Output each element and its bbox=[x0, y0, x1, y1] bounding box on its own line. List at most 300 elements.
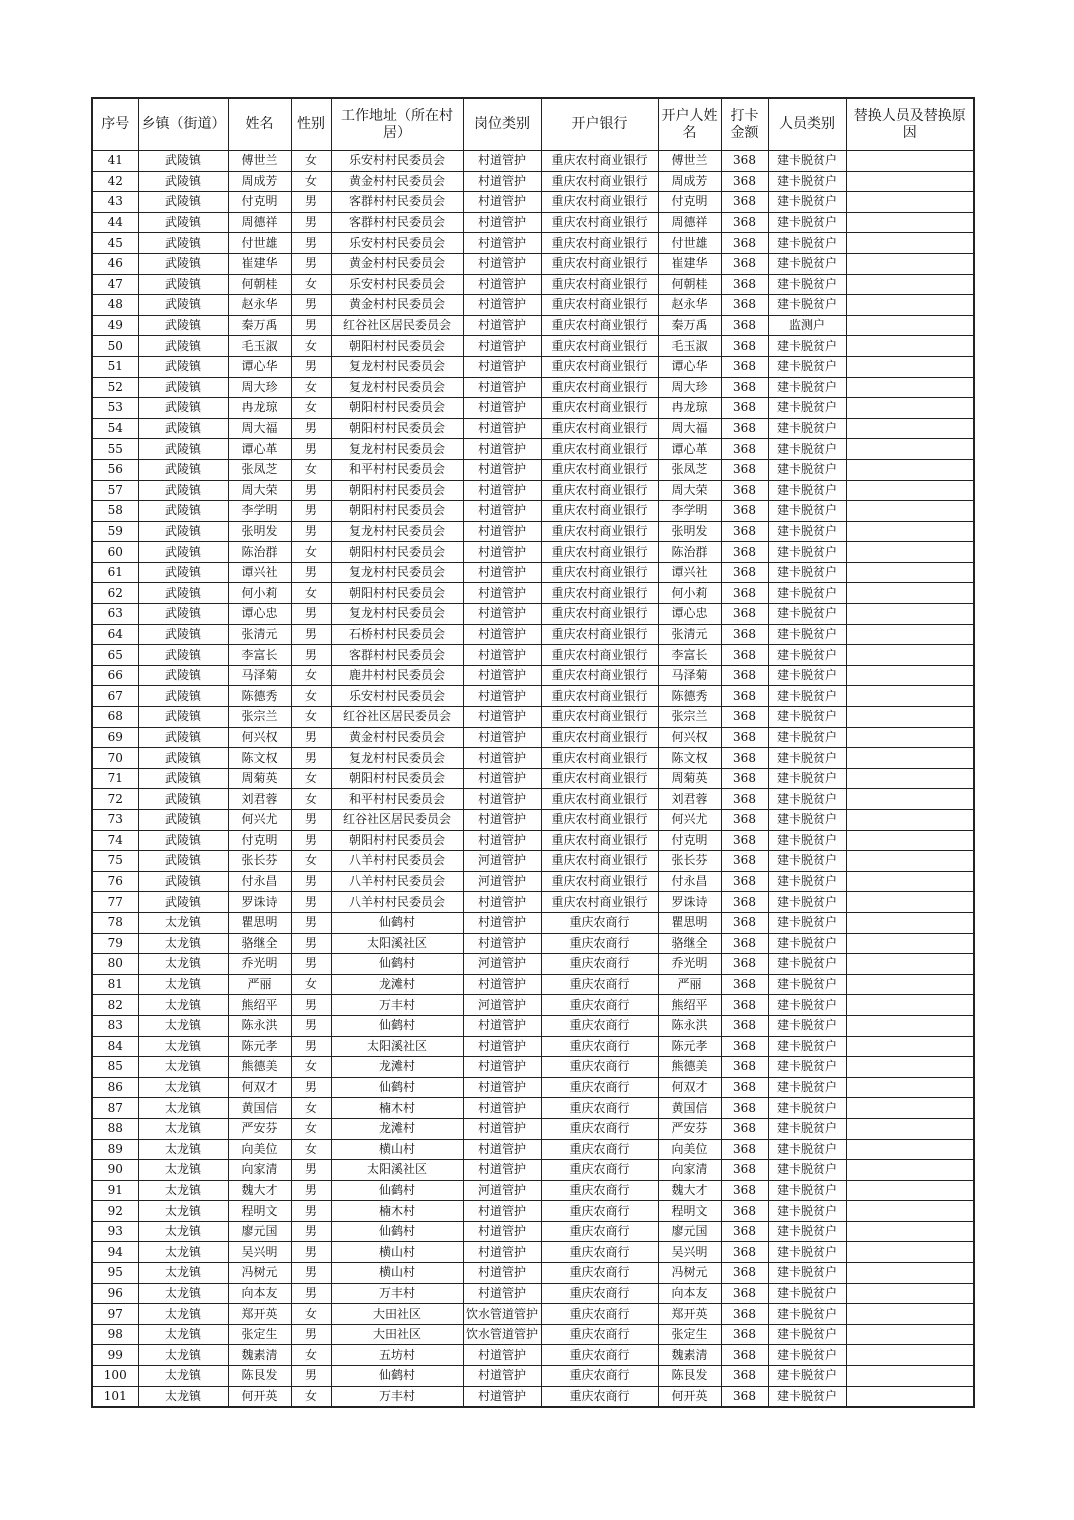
cell-township: 武陵镇 bbox=[138, 253, 228, 274]
cell-bank: 重庆农商行 bbox=[541, 1160, 658, 1181]
cell-gender: 女 bbox=[291, 974, 331, 995]
cell-person-category: 建卡脱贫户 bbox=[768, 624, 846, 645]
cell-replacement bbox=[846, 1324, 974, 1345]
cell-account-holder: 陈治群 bbox=[658, 542, 721, 563]
cell-person-category: 建卡脱贫户 bbox=[768, 151, 846, 172]
cell-post-type: 村道管护 bbox=[463, 892, 541, 913]
cell-bank: 重庆农村商业银行 bbox=[541, 645, 658, 666]
cell-gender: 男 bbox=[291, 562, 331, 583]
cell-name: 魏大才 bbox=[228, 1180, 291, 1201]
cell-replacement bbox=[846, 768, 974, 789]
cell-work-address: 朝阳村村民委员会 bbox=[331, 480, 463, 501]
cell-index: 64 bbox=[92, 624, 138, 645]
cell-name: 熊德美 bbox=[228, 1057, 291, 1078]
cell-gender: 男 bbox=[291, 1201, 331, 1222]
cell-post-type: 村道管护 bbox=[463, 377, 541, 398]
table-row bbox=[92, 151, 974, 172]
cell-township: 武陵镇 bbox=[138, 748, 228, 769]
cell-replacement bbox=[846, 1139, 974, 1160]
cell-gender: 男 bbox=[291, 253, 331, 274]
cell-account-holder: 付克明 bbox=[658, 830, 721, 851]
cell-work-address: 仙鹤村 bbox=[331, 912, 463, 933]
cell-work-address: 黄金村村民委员会 bbox=[331, 171, 463, 192]
cell-replacement bbox=[846, 1118, 974, 1139]
cell-amount: 368 bbox=[721, 1036, 768, 1057]
cell-person-category: 建卡脱贫户 bbox=[768, 1139, 846, 1160]
cell-gender: 男 bbox=[291, 233, 331, 254]
cell-amount: 368 bbox=[721, 686, 768, 707]
cell-account-holder: 魏素清 bbox=[658, 1345, 721, 1366]
table-row bbox=[92, 171, 974, 192]
cell-amount: 368 bbox=[721, 830, 768, 851]
cell-township: 太龙镇 bbox=[138, 974, 228, 995]
cell-bank: 重庆农村商业银行 bbox=[541, 542, 658, 563]
cell-replacement bbox=[846, 933, 974, 954]
cell-work-address: 乐安村村民委员会 bbox=[331, 151, 463, 172]
cell-work-address: 八羊村村民委员会 bbox=[331, 892, 463, 913]
cell-post-type: 河道管护 bbox=[463, 954, 541, 975]
cell-replacement bbox=[846, 727, 974, 748]
cell-gender: 女 bbox=[291, 707, 331, 728]
cell-bank: 重庆农村商业银行 bbox=[541, 171, 658, 192]
cell-index: 86 bbox=[92, 1077, 138, 1098]
cell-account-holder: 张宗兰 bbox=[658, 707, 721, 728]
table-row bbox=[92, 1345, 974, 1366]
cell-post-type: 村道管护 bbox=[463, 1160, 541, 1181]
cell-name: 张清元 bbox=[228, 624, 291, 645]
cell-person-category: 建卡脱贫户 bbox=[768, 418, 846, 439]
cell-person-category: 建卡脱贫户 bbox=[768, 686, 846, 707]
cell-name: 傅世兰 bbox=[228, 151, 291, 172]
cell-account-holder: 周成芳 bbox=[658, 171, 721, 192]
cell-person-category: 建卡脱贫户 bbox=[768, 1098, 846, 1119]
cell-work-address: 朝阳村村民委员会 bbox=[331, 336, 463, 357]
cell-work-address: 仙鹤村 bbox=[331, 1077, 463, 1098]
cell-work-address: 复龙村村民委员会 bbox=[331, 377, 463, 398]
cell-bank: 重庆农村商业银行 bbox=[541, 562, 658, 583]
cell-account-holder: 付永昌 bbox=[658, 871, 721, 892]
cell-replacement bbox=[846, 665, 974, 686]
cell-work-address: 横山村 bbox=[331, 1263, 463, 1284]
cell-person-category: 建卡脱贫户 bbox=[768, 1324, 846, 1345]
cell-person-category: 建卡脱贫户 bbox=[768, 1160, 846, 1181]
cell-work-address: 黄金村村民委员会 bbox=[331, 253, 463, 274]
cell-index: 54 bbox=[92, 418, 138, 439]
cell-amount: 368 bbox=[721, 1221, 768, 1242]
cell-name: 陈文权 bbox=[228, 748, 291, 769]
cell-name: 程明文 bbox=[228, 1201, 291, 1222]
cell-post-type: 村道管护 bbox=[463, 1015, 541, 1036]
cell-gender: 男 bbox=[291, 1015, 331, 1036]
table-row bbox=[92, 377, 974, 398]
cell-account-holder: 冉龙琼 bbox=[658, 398, 721, 419]
cell-township: 武陵镇 bbox=[138, 686, 228, 707]
cell-township: 太龙镇 bbox=[138, 1283, 228, 1304]
cell-amount: 368 bbox=[721, 1180, 768, 1201]
cell-person-category: 建卡脱贫户 bbox=[768, 1077, 846, 1098]
cell-bank: 重庆农商行 bbox=[541, 995, 658, 1016]
cell-work-address: 朝阳村村民委员会 bbox=[331, 501, 463, 522]
cell-amount: 368 bbox=[721, 253, 768, 274]
cell-bank: 重庆农村商业银行 bbox=[541, 418, 658, 439]
cell-post-type: 村道管护 bbox=[463, 336, 541, 357]
cell-index: 88 bbox=[92, 1118, 138, 1139]
cell-work-address: 太阳溪社区 bbox=[331, 1036, 463, 1057]
cell-post-type: 村道管护 bbox=[463, 768, 541, 789]
cell-account-holder: 谭心革 bbox=[658, 439, 721, 460]
cell-work-address: 万丰村 bbox=[331, 1283, 463, 1304]
table-row bbox=[92, 624, 974, 645]
cell-post-type: 村道管护 bbox=[463, 212, 541, 233]
cell-gender: 男 bbox=[291, 645, 331, 666]
table-row bbox=[92, 665, 974, 686]
cell-person-category: 建卡脱贫户 bbox=[768, 336, 846, 357]
cell-amount: 368 bbox=[721, 1283, 768, 1304]
cell-gender: 男 bbox=[291, 810, 331, 831]
cell-name: 黄国信 bbox=[228, 1098, 291, 1119]
cell-township: 武陵镇 bbox=[138, 171, 228, 192]
cell-name: 向家清 bbox=[228, 1160, 291, 1181]
cell-gender: 女 bbox=[291, 583, 331, 604]
cell-post-type: 村道管护 bbox=[463, 1263, 541, 1284]
cell-work-address: 和平村村民委员会 bbox=[331, 789, 463, 810]
table-row bbox=[92, 1366, 974, 1387]
cell-index: 78 bbox=[92, 912, 138, 933]
cell-account-holder: 付克明 bbox=[658, 192, 721, 213]
cell-gender: 男 bbox=[291, 830, 331, 851]
cell-gender: 男 bbox=[291, 212, 331, 233]
cell-gender: 女 bbox=[291, 542, 331, 563]
cell-bank: 重庆农村商业银行 bbox=[541, 583, 658, 604]
cell-amount: 368 bbox=[721, 1242, 768, 1263]
cell-index: 79 bbox=[92, 933, 138, 954]
cell-township: 太龙镇 bbox=[138, 1263, 228, 1284]
cell-township: 太龙镇 bbox=[138, 1242, 228, 1263]
cell-person-category: 建卡脱贫户 bbox=[768, 171, 846, 192]
header-bank: 开户银行 bbox=[541, 98, 658, 151]
cell-post-type: 村道管护 bbox=[463, 1036, 541, 1057]
table-row bbox=[92, 1139, 974, 1160]
cell-bank: 重庆农商行 bbox=[541, 1077, 658, 1098]
cell-bank: 重庆农村商业银行 bbox=[541, 830, 658, 851]
cell-township: 太龙镇 bbox=[138, 1221, 228, 1242]
cell-account-holder: 乔光明 bbox=[658, 954, 721, 975]
cell-account-holder: 张长芬 bbox=[658, 851, 721, 872]
table-row bbox=[92, 1160, 974, 1181]
cell-person-category: 建卡脱贫户 bbox=[768, 1180, 846, 1201]
cell-bank: 重庆农村商业银行 bbox=[541, 501, 658, 522]
cell-township: 武陵镇 bbox=[138, 789, 228, 810]
cell-account-holder: 何开英 bbox=[658, 1386, 721, 1407]
cell-post-type: 村道管护 bbox=[463, 624, 541, 645]
cell-name: 陈元孝 bbox=[228, 1036, 291, 1057]
cell-work-address: 黄金村村民委员会 bbox=[331, 295, 463, 316]
cell-bank: 重庆农商行 bbox=[541, 1118, 658, 1139]
cell-township: 太龙镇 bbox=[138, 1304, 228, 1325]
cell-bank: 重庆农村商业银行 bbox=[541, 439, 658, 460]
cell-bank: 重庆农村商业银行 bbox=[541, 315, 658, 336]
cell-replacement bbox=[846, 274, 974, 295]
cell-index: 92 bbox=[92, 1201, 138, 1222]
cell-replacement bbox=[846, 336, 974, 357]
cell-index: 52 bbox=[92, 377, 138, 398]
cell-amount: 368 bbox=[721, 171, 768, 192]
cell-amount: 368 bbox=[721, 151, 768, 172]
header-person-category: 人员类别 bbox=[768, 98, 846, 151]
cell-account-holder: 骆继全 bbox=[658, 933, 721, 954]
cell-account-holder: 陈德秀 bbox=[658, 686, 721, 707]
cell-bank: 重庆农村商业银行 bbox=[541, 377, 658, 398]
cell-index: 53 bbox=[92, 398, 138, 419]
cell-amount: 368 bbox=[721, 1057, 768, 1078]
cell-name: 熊绍平 bbox=[228, 995, 291, 1016]
cell-account-holder: 周大荣 bbox=[658, 480, 721, 501]
table-row bbox=[92, 810, 974, 831]
cell-post-type: 村道管护 bbox=[463, 480, 541, 501]
cell-gender: 女 bbox=[291, 171, 331, 192]
cell-post-type: 村道管护 bbox=[463, 912, 541, 933]
cell-gender: 女 bbox=[291, 1304, 331, 1325]
cell-work-address: 万丰村 bbox=[331, 1386, 463, 1407]
cell-name: 周成芳 bbox=[228, 171, 291, 192]
cell-post-type: 村道管护 bbox=[463, 192, 541, 213]
cell-name: 李富长 bbox=[228, 645, 291, 666]
cell-township: 太龙镇 bbox=[138, 1139, 228, 1160]
cell-amount: 368 bbox=[721, 439, 768, 460]
cell-account-holder: 陈永洪 bbox=[658, 1015, 721, 1036]
cell-bank: 重庆农商行 bbox=[541, 1324, 658, 1345]
cell-gender: 男 bbox=[291, 912, 331, 933]
cell-township: 武陵镇 bbox=[138, 542, 228, 563]
cell-amount: 368 bbox=[721, 583, 768, 604]
cell-bank: 重庆农村商业银行 bbox=[541, 851, 658, 872]
cell-gender: 女 bbox=[291, 459, 331, 480]
cell-name: 周大荣 bbox=[228, 480, 291, 501]
cell-work-address: 龙滩村 bbox=[331, 1057, 463, 1078]
cell-amount: 368 bbox=[721, 542, 768, 563]
cell-name: 何双才 bbox=[228, 1077, 291, 1098]
cell-amount: 368 bbox=[721, 974, 768, 995]
cell-replacement bbox=[846, 604, 974, 625]
cell-gender: 男 bbox=[291, 439, 331, 460]
cell-replacement bbox=[846, 645, 974, 666]
cell-bank: 重庆农商行 bbox=[541, 1304, 658, 1325]
table-row bbox=[92, 954, 974, 975]
cell-amount: 368 bbox=[721, 1345, 768, 1366]
cell-amount: 368 bbox=[721, 954, 768, 975]
cell-township: 太龙镇 bbox=[138, 995, 228, 1016]
cell-person-category: 建卡脱贫户 bbox=[768, 377, 846, 398]
cell-replacement bbox=[846, 1201, 974, 1222]
cell-gender: 女 bbox=[291, 1386, 331, 1407]
cell-bank: 重庆农村商业银行 bbox=[541, 480, 658, 501]
cell-index: 62 bbox=[92, 583, 138, 604]
table-row bbox=[92, 912, 974, 933]
cell-gender: 男 bbox=[291, 624, 331, 645]
cell-account-holder: 张定生 bbox=[658, 1324, 721, 1345]
cell-bank: 重庆农村商业银行 bbox=[541, 892, 658, 913]
table-row bbox=[92, 768, 974, 789]
table-row bbox=[92, 542, 974, 563]
cell-amount: 368 bbox=[721, 604, 768, 625]
cell-index: 42 bbox=[92, 171, 138, 192]
cell-amount: 368 bbox=[721, 336, 768, 357]
cell-amount: 368 bbox=[721, 892, 768, 913]
cell-person-category: 建卡脱贫户 bbox=[768, 789, 846, 810]
cell-replacement bbox=[846, 1242, 974, 1263]
cell-township: 太龙镇 bbox=[138, 1386, 228, 1407]
cell-person-category: 建卡脱贫户 bbox=[768, 398, 846, 419]
cell-name: 付克明 bbox=[228, 830, 291, 851]
cell-bank: 重庆农村商业银行 bbox=[541, 748, 658, 769]
cell-account-holder: 向美位 bbox=[658, 1139, 721, 1160]
cell-work-address: 楠木村 bbox=[331, 1201, 463, 1222]
cell-replacement bbox=[846, 624, 974, 645]
cell-gender: 女 bbox=[291, 768, 331, 789]
header-township: 乡镇（街道） bbox=[138, 98, 228, 151]
table-row bbox=[92, 1283, 974, 1304]
cell-bank: 重庆农村商业银行 bbox=[541, 521, 658, 542]
table-row bbox=[92, 1201, 974, 1222]
cell-person-category: 建卡脱贫户 bbox=[768, 892, 846, 913]
cell-replacement bbox=[846, 851, 974, 872]
cell-bank: 重庆农商行 bbox=[541, 954, 658, 975]
cell-name: 张宗兰 bbox=[228, 707, 291, 728]
table-row bbox=[92, 1386, 974, 1407]
cell-gender: 男 bbox=[291, 1036, 331, 1057]
cell-index: 71 bbox=[92, 768, 138, 789]
cell-post-type: 村道管护 bbox=[463, 686, 541, 707]
cell-bank: 重庆农商行 bbox=[541, 1180, 658, 1201]
cell-bank: 重庆农村商业银行 bbox=[541, 151, 658, 172]
cell-amount: 368 bbox=[721, 1201, 768, 1222]
cell-replacement bbox=[846, 1180, 974, 1201]
cell-gender: 男 bbox=[291, 1242, 331, 1263]
cell-township: 武陵镇 bbox=[138, 233, 228, 254]
cell-replacement bbox=[846, 1057, 974, 1078]
cell-amount: 368 bbox=[721, 212, 768, 233]
cell-person-category: 建卡脱贫户 bbox=[768, 1263, 846, 1284]
cell-amount: 368 bbox=[721, 1324, 768, 1345]
cell-work-address: 五坊村 bbox=[331, 1345, 463, 1366]
cell-amount: 368 bbox=[721, 501, 768, 522]
cell-index: 43 bbox=[92, 192, 138, 213]
cell-bank: 重庆农村商业银行 bbox=[541, 212, 658, 233]
cell-township: 太龙镇 bbox=[138, 1160, 228, 1181]
cell-account-holder: 陈文权 bbox=[658, 748, 721, 769]
cell-work-address: 仙鹤村 bbox=[331, 954, 463, 975]
cell-person-category: 建卡脱贫户 bbox=[768, 562, 846, 583]
cell-work-address: 乐安村村民委员会 bbox=[331, 274, 463, 295]
cell-bank: 重庆农商行 bbox=[541, 1242, 658, 1263]
cell-bank: 重庆农商行 bbox=[541, 1057, 658, 1078]
cell-gender: 男 bbox=[291, 295, 331, 316]
cell-account-holder: 何兴尤 bbox=[658, 810, 721, 831]
cell-account-holder: 周大珍 bbox=[658, 377, 721, 398]
cell-bank: 重庆农村商业银行 bbox=[541, 192, 658, 213]
cell-person-category: 建卡脱贫户 bbox=[768, 707, 846, 728]
table-row bbox=[92, 1263, 974, 1284]
header-post-type: 岗位类别 bbox=[463, 98, 541, 151]
cell-post-type: 村道管护 bbox=[463, 562, 541, 583]
cell-index: 63 bbox=[92, 604, 138, 625]
cell-gender: 女 bbox=[291, 851, 331, 872]
cell-name: 何小莉 bbox=[228, 583, 291, 604]
cell-account-holder: 向家清 bbox=[658, 1160, 721, 1181]
cell-gender: 男 bbox=[291, 1324, 331, 1345]
cell-person-category: 建卡脱贫户 bbox=[768, 480, 846, 501]
cell-account-holder: 何朝桂 bbox=[658, 274, 721, 295]
cell-name: 陈永洪 bbox=[228, 1015, 291, 1036]
cell-work-address: 横山村 bbox=[331, 1139, 463, 1160]
cell-replacement bbox=[846, 1304, 974, 1325]
cell-account-holder: 何小莉 bbox=[658, 583, 721, 604]
cell-amount: 368 bbox=[721, 912, 768, 933]
cell-work-address: 黄金村村民委员会 bbox=[331, 727, 463, 748]
cell-post-type: 河道管护 bbox=[463, 1180, 541, 1201]
cell-post-type: 村道管护 bbox=[463, 1221, 541, 1242]
cell-post-type: 河道管护 bbox=[463, 851, 541, 872]
cell-index: 95 bbox=[92, 1263, 138, 1284]
cell-gender: 男 bbox=[291, 604, 331, 625]
cell-replacement bbox=[846, 562, 974, 583]
cell-name: 冯树元 bbox=[228, 1263, 291, 1284]
cell-person-category: 建卡脱贫户 bbox=[768, 1201, 846, 1222]
cell-post-type: 河道管护 bbox=[463, 871, 541, 892]
cell-index: 50 bbox=[92, 336, 138, 357]
cell-township: 武陵镇 bbox=[138, 274, 228, 295]
cell-work-address: 客群村村民委员会 bbox=[331, 192, 463, 213]
cell-index: 96 bbox=[92, 1283, 138, 1304]
cell-replacement bbox=[846, 830, 974, 851]
cell-person-category: 建卡脱贫户 bbox=[768, 583, 846, 604]
cell-bank: 重庆农村商业银行 bbox=[541, 727, 658, 748]
cell-township: 太龙镇 bbox=[138, 1345, 228, 1366]
cell-replacement bbox=[846, 418, 974, 439]
cell-account-holder: 谭兴社 bbox=[658, 562, 721, 583]
cell-post-type: 村道管护 bbox=[463, 727, 541, 748]
cell-person-category: 建卡脱贫户 bbox=[768, 604, 846, 625]
cell-index: 98 bbox=[92, 1324, 138, 1345]
cell-township: 太龙镇 bbox=[138, 954, 228, 975]
cell-gender: 男 bbox=[291, 1283, 331, 1304]
cell-bank: 重庆农商行 bbox=[541, 1098, 658, 1119]
cell-replacement bbox=[846, 871, 974, 892]
cell-replacement bbox=[846, 295, 974, 316]
cell-bank: 重庆农村商业银行 bbox=[541, 253, 658, 274]
cell-bank: 重庆农村商业银行 bbox=[541, 295, 658, 316]
cell-replacement bbox=[846, 459, 974, 480]
cell-township: 武陵镇 bbox=[138, 645, 228, 666]
cell-account-holder: 陈元孝 bbox=[658, 1036, 721, 1057]
cell-township: 太龙镇 bbox=[138, 1180, 228, 1201]
cell-work-address: 复龙村村民委员会 bbox=[331, 604, 463, 625]
cell-account-holder: 周大福 bbox=[658, 418, 721, 439]
cell-gender: 女 bbox=[291, 1118, 331, 1139]
table-row bbox=[92, 583, 974, 604]
table-row bbox=[92, 1077, 974, 1098]
cell-amount: 368 bbox=[721, 1160, 768, 1181]
cell-index: 84 bbox=[92, 1036, 138, 1057]
cell-gender: 女 bbox=[291, 1345, 331, 1366]
cell-amount: 368 bbox=[721, 995, 768, 1016]
cell-index: 75 bbox=[92, 851, 138, 872]
cell-account-holder: 付世雄 bbox=[658, 233, 721, 254]
cell-post-type: 村道管护 bbox=[463, 542, 541, 563]
cell-work-address: 龙滩村 bbox=[331, 1118, 463, 1139]
cell-gender: 男 bbox=[291, 1366, 331, 1387]
cell-work-address: 红谷社区居民委员会 bbox=[331, 707, 463, 728]
